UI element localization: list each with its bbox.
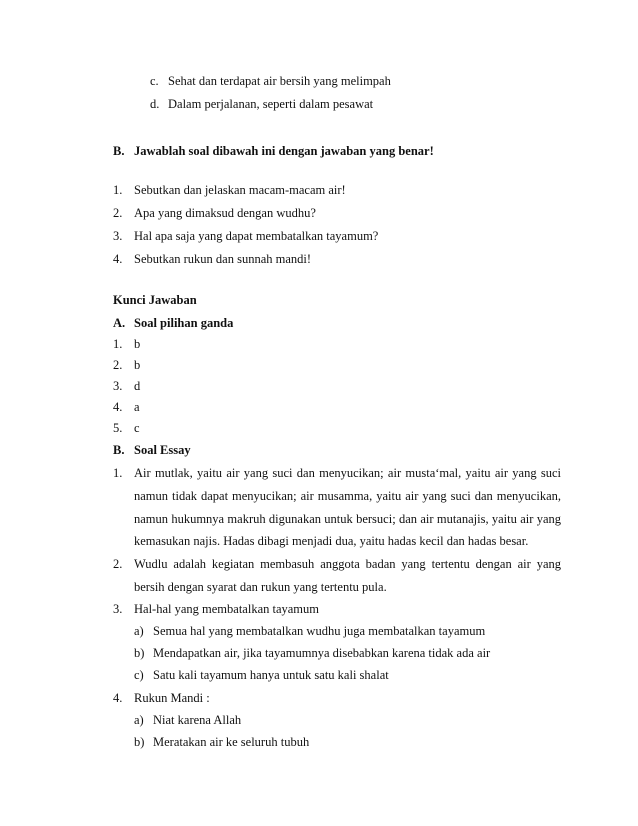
option-text: Dalam perjalanan, seperti dalam pesawat [168,97,374,111]
essay-section-letter: B. [113,443,125,457]
sub-item-text: Mendapatkan air, jika tayamumnya disebabkan karena tidak ada air [153,646,491,660]
sub-item-text: Satu kali tayamum hanya untuk satu kali shalat [153,668,389,682]
question-number: 1. [113,183,123,197]
essay-answer-number: 2. [113,557,123,571]
sub-item-text: Semua hal yang membatalkan wudhu juga membatalkan tayamum [153,624,486,638]
question-number: 2. [113,206,123,220]
mc-answer: b [134,358,141,372]
essay-answer-number: 3. [113,602,123,616]
essay-answer-text: Hal-hal yang membatalkan tayamum [134,602,320,616]
essay-section-title: Soal Essay [134,443,191,457]
essay-answer-line: namun tidak dapat menyucikan; air musamma, yaitu air yang suci dan menyucikan, [134,489,561,503]
option-letter: c. [150,74,159,88]
mc-answer-number: 4. [113,400,123,414]
essay-answer-text: Rukun Mandi : [134,691,210,705]
mc-section-letter: A. [113,316,126,330]
question-number: 4. [113,252,123,266]
option-text: Sehat dan terdapat air bersih yang melimpah [168,74,391,88]
question-text: Sebutkan dan jelaskan macam-macam air! [134,183,346,197]
mc-answer: c [134,421,140,435]
mc-answer-number: 3. [113,379,123,393]
essay-answer-line: Air mutlak, yaitu air yang suci dan menyucikan; air musta‘mal, yaitu air yang suci [134,466,561,480]
section-b-letter: B. [113,144,125,158]
question-text: Hal apa saja yang dapat membatalkan tayamum? [134,229,379,243]
sub-item-letter: b) [134,735,145,749]
sub-item-text: Niat karena Allah [153,713,242,727]
essay-answer-number: 4. [113,691,123,705]
question-text: Sebutkan rukun dan sunnah mandi! [134,252,312,266]
sub-item-letter: a) [134,713,144,727]
question-number: 3. [113,229,123,243]
section-b-title: Jawablah soal dibawah ini dengan jawaban yang benar! [134,144,434,158]
sub-item-letter: c) [134,668,144,682]
mc-answer-number: 5. [113,421,123,435]
essay-answer-line: bersih dengan syarat dan rukun yang tertentu pula. [134,580,387,594]
option-letter: d. [150,97,160,111]
answer-key-title: Kunci Jawaban [113,293,197,307]
sub-item-letter: b) [134,646,145,660]
essay-answer-number: 1. [113,466,123,480]
mc-answer: d [134,379,141,393]
mc-answer: a [134,400,140,414]
essay-answer-line: kemasukan najis. Hadas dibagi menjadi dua, yaitu hadas kecil dan hadas besar. [134,534,529,548]
sub-item-text: Meratakan air ke seluruh tubuh [153,735,310,749]
essay-answer-line: namun hukumnya makruh digunakan untuk bersuci; dan air mutanajis, yaitu air yang [134,512,561,526]
mc-answer-number: 1. [113,337,123,351]
mc-answer-number: 2. [113,358,123,372]
essay-answer-line: Wudlu adalah kegiatan membasuh anggota badan yang tertentu dengan air yang [134,557,561,571]
mc-answer: b [134,337,141,351]
mc-section-title: Soal pilihan ganda [134,316,234,330]
sub-item-letter: a) [134,624,144,638]
question-text: Apa yang dimaksud dengan wudhu? [134,206,316,220]
